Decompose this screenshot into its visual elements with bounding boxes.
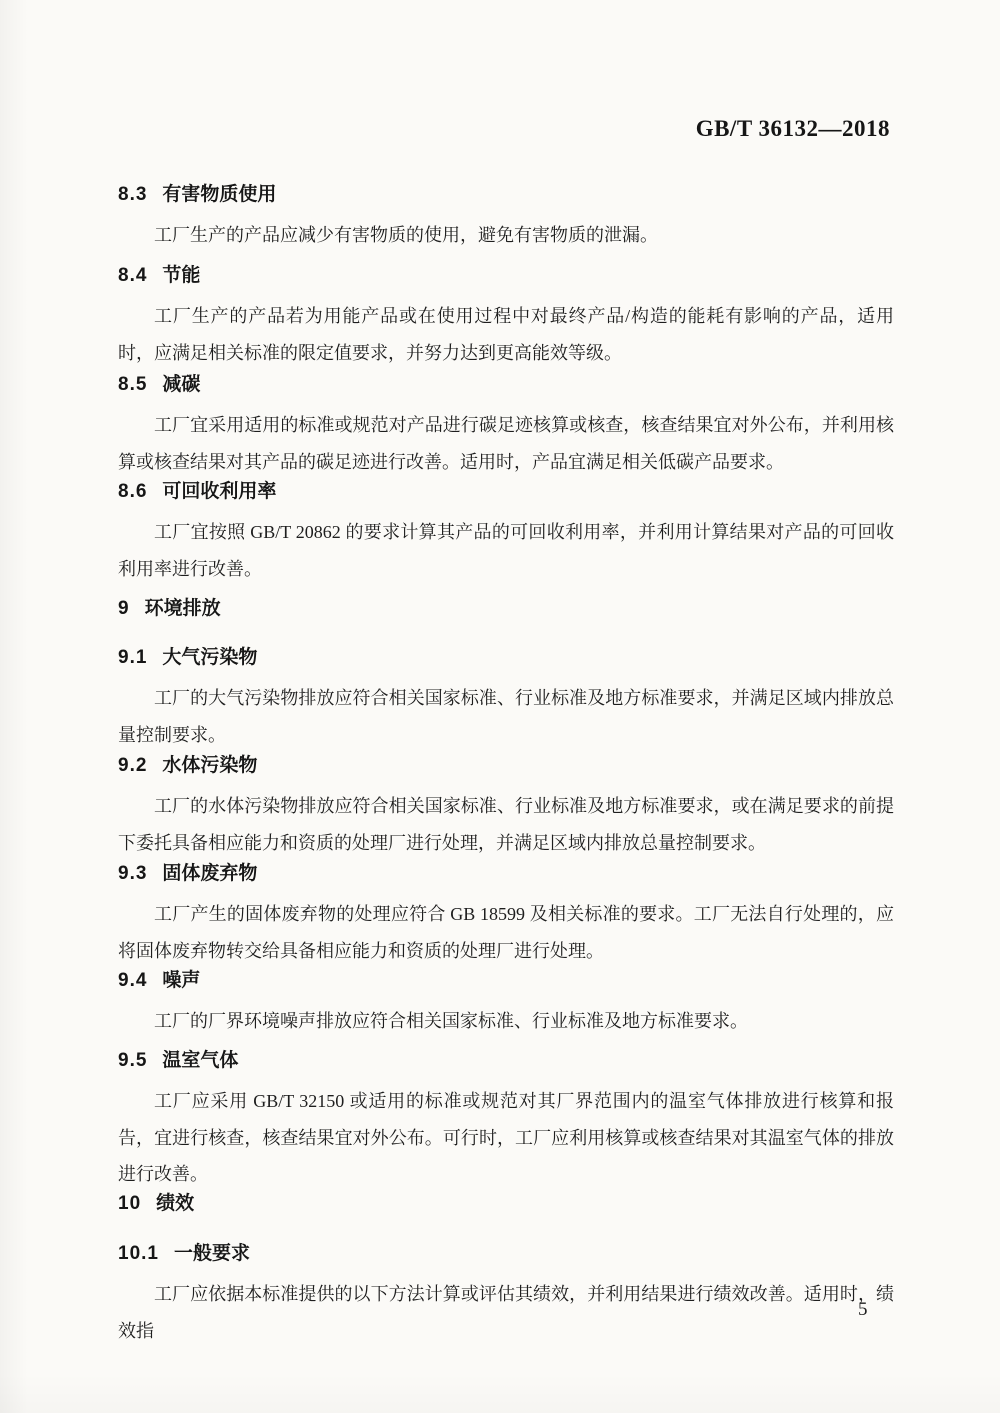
section-heading: [118, 1242, 894, 1266]
section-paragraph: 工厂产生的固体废弃物的处理应符合 GB 18599 及相关标准的要求。工厂无法自行处理的，应将固体废弃物转交给具备相应能力和资质的处理厂进行处理。: [118, 904, 894, 961]
section-9-2: [118, 754, 894, 861]
section-paragraph: 工厂的大气污染物排放应符合相关国家标准、行业标准及地方标准要求，并满足区域内排放总量控制要求。: [118, 688, 894, 745]
section-paragraph: 工厂的水体污染物排放应符合相关国家标准、行业标准及地方标准要求，或在满足要求的前提下委托具备相应能力和资质的处理厂进行处理，并满足区域内排放总量控制要求。: [118, 796, 894, 853]
section-8-6: [118, 480, 894, 587]
section-title: 节能: [162, 265, 201, 286]
section-number: 10.1: [118, 1243, 159, 1264]
chapter-10: [118, 1192, 894, 1216]
section-number: 9.4: [118, 970, 148, 991]
section-9-3: [118, 862, 894, 969]
chapter-title: 环境排放: [144, 598, 221, 619]
section-8-3: [118, 183, 894, 254]
chapter-number: 9: [118, 598, 130, 619]
section-9-5: [118, 1049, 894, 1193]
section-paragraph: 工厂生产的产品应减少有害物质的使用，避免有害物质的泄漏。: [154, 225, 658, 245]
section-number: 8.4: [118, 265, 148, 286]
chapter-9: [118, 597, 894, 621]
section-paragraph: 工厂生产的产品若为用能产品或在使用过程中对最终产品/构造的能耗有影响的产品，适用时，应满足相关标准的限定值要求，并努力达到更高能效等级。: [118, 306, 894, 363]
section-heading: [118, 862, 894, 886]
section-number: 9.2: [118, 755, 148, 776]
section-8-5: [118, 373, 894, 480]
section-heading: [118, 183, 894, 207]
section-number: 9.3: [118, 863, 148, 884]
section-paragraph: 工厂应采用 GB/T 32150 或适用的标准或规范对其厂界范围内的温室气体排放进行核算和报告，宜进行核查，核查结果宜对外公布。可行时，工厂应利用核算或核查结果对其温室气体的排放进行改善。: [118, 1091, 894, 1184]
chapter-heading: [118, 1192, 894, 1216]
section-heading: [118, 1049, 894, 1073]
section-heading: [118, 969, 894, 993]
section-heading: [118, 373, 894, 397]
section-number: 8.5: [118, 374, 148, 395]
section-heading: [118, 646, 894, 670]
section-title: 大气污染物: [162, 647, 258, 668]
chapter-number: 10: [118, 1193, 142, 1214]
section-title: 水体污染物: [162, 755, 258, 776]
section-paragraph: 工厂宜采用适用的标准或规范对产品进行碳足迹核算或核查，核查结果宜对外公布，并利用核算或核查结果对其产品的碳足迹进行改善。适用时，产品宜满足相关低碳产品要求。: [118, 415, 894, 472]
section-title: 可回收利用率: [162, 481, 277, 502]
section-title: 固体废弃物: [162, 863, 258, 884]
standard-number-header: GB/T 36132—2018: [695, 116, 890, 141]
section-heading: [118, 754, 894, 778]
chapter-heading: [118, 597, 894, 621]
section-title: 有害物质使用: [162, 184, 277, 205]
section-9-1: [118, 646, 894, 753]
section-title: 一般要求: [173, 1243, 250, 1264]
section-paragraph: 工厂宜按照 GB/T 20862 的要求计算其产品的可回收利用率，并利用计算结果对产品的可回收利用率进行改善。: [118, 522, 894, 579]
page-number: 5: [858, 1299, 868, 1320]
section-title: 减碳: [162, 374, 201, 395]
section-10-1: [118, 1242, 894, 1349]
section-heading: [118, 480, 894, 504]
chapter-title: 绩效: [156, 1193, 195, 1214]
section-title: 噪声: [162, 970, 201, 991]
section-9-4: [118, 969, 894, 1040]
section-number: 9.5: [118, 1050, 148, 1071]
section-number: 9.1: [118, 647, 148, 668]
section-heading: [118, 264, 894, 288]
section-number: 8.6: [118, 481, 148, 502]
section-title: 温室气体: [162, 1050, 239, 1071]
section-paragraph: 工厂应依据本标准提供的以下方法计算或评估其绩效，并利用结果进行绩效改善。适用时，绩效指: [118, 1284, 894, 1341]
section-8-4: [118, 264, 894, 371]
section-number: 8.3: [118, 184, 148, 205]
section-paragraph: 工厂的厂界环境噪声排放应符合相关国家标准、行业标准及地方标准要求。: [154, 1011, 748, 1031]
